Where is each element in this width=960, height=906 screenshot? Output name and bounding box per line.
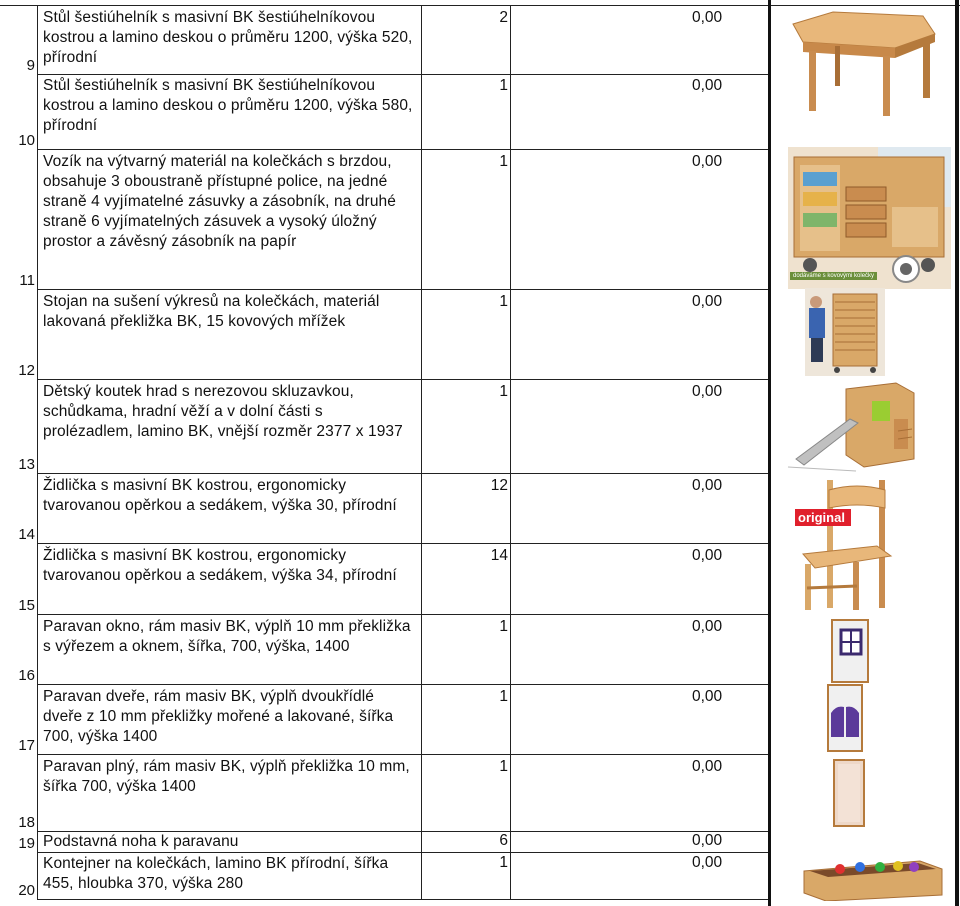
row-number: 15	[18, 597, 35, 614]
item-description: Židlička s masivní BK kostrou, ergonomicky tvarovanou opěrkou a sedákem, výška 34, přírodní	[37, 544, 421, 615]
item-quantity: 2	[421, 6, 510, 75]
chair-image	[793, 476, 897, 614]
column-divider	[768, 0, 771, 906]
drying-rack-image	[805, 288, 885, 376]
row-number: 14	[18, 526, 35, 543]
item-description: Židlička s masivní BK kostrou, ergonomicky tvarovanou opěrkou a sedákem, výška 30, přírodní	[37, 474, 421, 544]
row-number: 20	[18, 882, 35, 899]
item-price: 0,00	[510, 685, 771, 755]
item-description: Kontejner na kolečkách, lamino BK přírodní, šířka 455, hloubka 370, výška 280	[37, 853, 421, 900]
item-quantity: 1	[421, 615, 510, 685]
trolley-caption: dodáváme s kovovými kolečky	[790, 272, 877, 280]
door-screen-image	[818, 683, 870, 753]
table-row	[0, 615, 960, 685]
table-row	[0, 685, 960, 755]
item-description: Paravan okno, rám masiv BK, výplň 10 mm překližka s výřezem a oknem, šířka, 700, výška, 1400	[37, 615, 421, 685]
chair-badge: original	[795, 509, 851, 526]
item-quantity: 1	[421, 685, 510, 755]
row-number: 18	[18, 814, 35, 831]
item-quantity: 1	[421, 150, 510, 290]
item-description: Podstavná noha k paravanu	[37, 832, 421, 853]
row-number: 13	[18, 456, 35, 473]
item-price: 0,00	[510, 150, 771, 290]
row-number: 12	[18, 362, 35, 379]
item-quantity: 6	[421, 832, 510, 853]
item-description: Paravan plný, rám masiv BK, výplň překližka 10 mm, šířka 700, výška 1400	[37, 755, 421, 832]
trolley-image	[788, 147, 951, 289]
row-number: 16	[18, 667, 35, 684]
window-screen-image	[826, 618, 874, 684]
row-number: 11	[19, 272, 35, 289]
item-description: Stůl šestiúhelník s masivní BK šestiúhelníkovou kostrou a lamino deskou o průměru 1200, výška 520, přírodní	[37, 6, 421, 75]
item-description: Stojan na sušení výkresů na kolečkách, materiál lakovaná překližka BK, 15 kovových mřížek	[37, 290, 421, 380]
item-quantity: 1	[421, 755, 510, 832]
item-quantity: 1	[421, 290, 510, 380]
item-description: Paravan dveře, rám masiv BK, výplň dvoukřídlé dveře z 10 mm překližky mořené a lakované, šířka 700, výška 1400	[37, 685, 421, 755]
item-price: 0,00	[510, 544, 771, 615]
item-quantity: 14	[421, 544, 510, 615]
item-description: Dětský koutek hrad s nerezovou skluzavkou, schůdkama, hradní věží a v dolní části s prolézadlem, lamino BK, vnější rozměr 2377 x 1937	[37, 380, 421, 474]
plain-screen-image	[826, 758, 872, 830]
row-number: 10	[18, 132, 35, 149]
item-price: 0,00	[510, 615, 771, 685]
row-number: 17	[18, 737, 35, 754]
item-price: 0,00	[510, 290, 771, 380]
item-quantity: 1	[421, 74, 510, 150]
item-price: 0,00	[510, 6, 771, 75]
right-border	[955, 0, 959, 906]
table-row	[0, 755, 960, 832]
item-price: 0,00	[510, 832, 771, 853]
item-description: Stůl šestiúhelník s masivní BK šestiúhelníkovou kostrou a lamino deskou o průměru 1200, výška 580, přírodní	[37, 74, 421, 150]
container-image	[800, 855, 945, 901]
row-number: 19	[18, 835, 35, 852]
item-description: Vozík na výtvarný materiál na kolečkách s brzdou, obsahuje 3 oboustraně přístupné police, na jedné straně 4 vyjímatelné zásuvky a zásobník, na druhé straně 6 vyjímatelných zásuvek a vysoký úložný prostor a závěsný zásobník na papír	[37, 150, 421, 290]
item-price: 0,00	[510, 474, 771, 544]
table-row	[0, 832, 960, 853]
table-image	[783, 6, 943, 122]
item-quantity: 1	[421, 380, 510, 474]
item-price: 0,00	[510, 74, 771, 150]
item-price: 0,00	[510, 853, 771, 900]
item-price: 0,00	[510, 755, 771, 832]
castle-corner-image	[786, 379, 920, 474]
item-price: 0,00	[510, 380, 771, 474]
item-quantity: 12	[421, 474, 510, 544]
item-quantity: 1	[421, 853, 510, 900]
row-number: 9	[26, 57, 35, 74]
